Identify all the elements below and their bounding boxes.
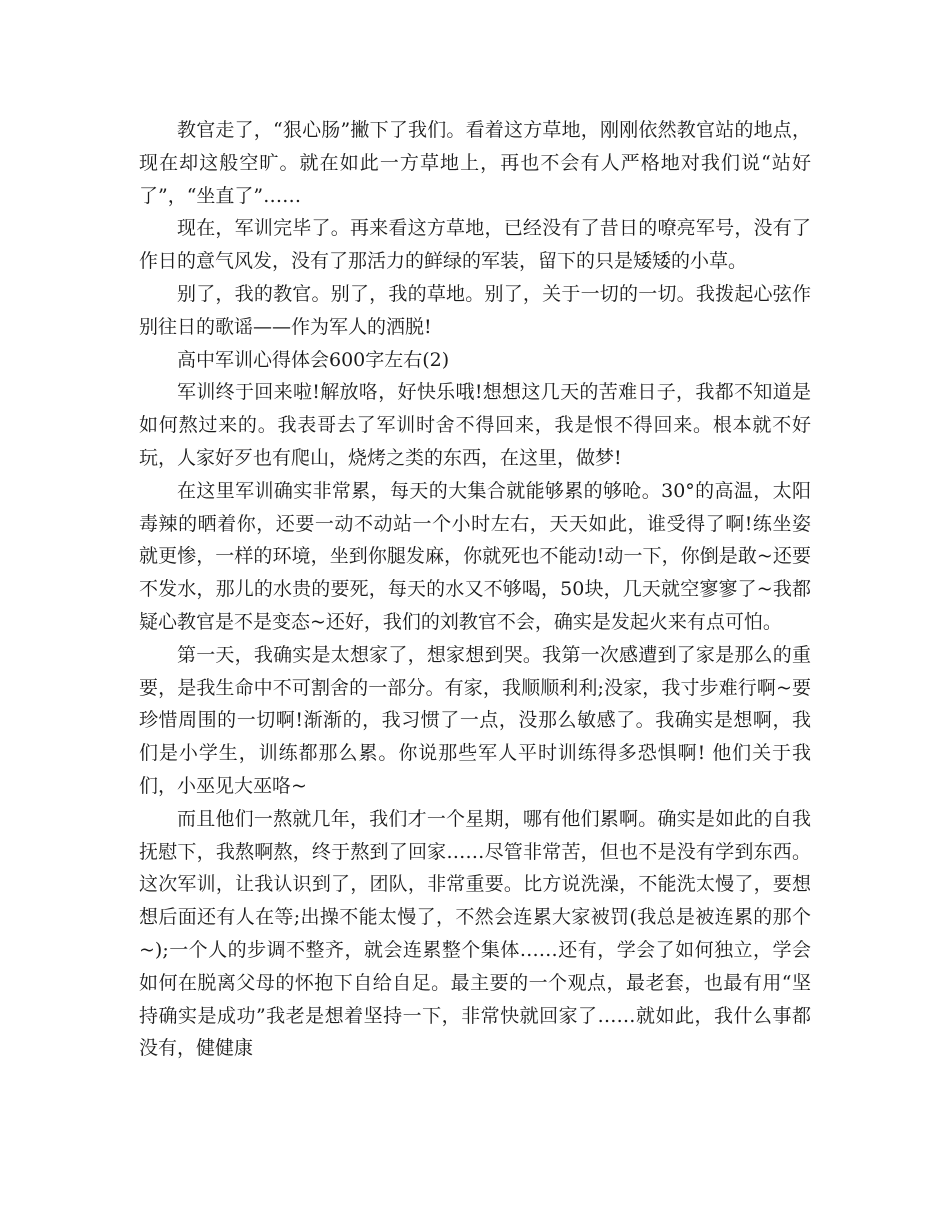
paragraph-7: 而且他们一熬就几年，我们才一个星期，哪有他们累啊。确实是如此的自我抚慰下，我熬啊熬，终于熬到了回家……尽管非常苦，但也不是没有学到东西。这次军训，让我认识到了，团队，非常重要。比方说洗澡，不能洗太慢了，要想想后面还有人在等;出操不能太慢了，不然会连累大家被罚(我总是被连累的那个~);一个人的步调不整齐，就会连累整个集体……还有，学会了如何独立，学会如何在脱离父母的怀抱下自给自足。最主要的一个观点，最老套，也最有用“坚持确实是成功”我老是想着坚持一下，非常快就回家了……就如此，我什么事都没有，健健康: [139, 807, 811, 1060]
paragraph-3: 别了，我的教官。别了，我的草地。别了，关于一切的一切。我拨起心弦作别往日的歌谣——作为军人的洒脱!: [139, 282, 811, 338]
paragraph-6: 第一天，我确实是太想家了，想家想到哭。我第一次感遭到了家是那么的重要，是我生命中不可割舍的一部分。有家，我顺顺利利;没家，我寸步难行啊~要珍惜周围的一切啊!渐渐的，我习惯了一点，没那么敏感了。我确实是想啊，我们是小学生，训练都那么累。你说那些军人平时训练得多恐惧啊! 他们关于我们，小巫见大巫咯~: [139, 643, 811, 797]
section-heading: 高中军训心得体会600字左右(2): [177, 348, 450, 371]
document-body: [139, 114, 811, 1065]
paragraph-2: 现在，军训完毕了。再来看这方草地，已经没有了昔日的嘹亮军号，没有了作日的意气风发，没有了那活力的鲜绿的军装，留下的只是矮矮的小草。: [139, 217, 811, 273]
paragraph-5: 在这里军训确实非常累，每天的大集合就能够累的够呛。30°的高温，太阳毒辣的晒着你，还要一动不动站一个小时左右，天天如此，谁受得了啊!练坐姿就更惨，一样的环境，坐到你腿发麻，你就死也不能动!动一下，你倒是敢~还要不发水，那儿的水贵的要死，每天的水又不够喝，50块，几天就空寥寥了~我都疑心教官是不是变态~还好，我们的刘教官不会，确实是发起火来有点可怕。: [139, 479, 811, 633]
paragraph-1: 教官走了，“狠心肠”撇下了我们。看着这方草地，刚刚依然教官站的地点，现在却这般空旷。就在如此一方草地上，再也不会有人严格地对我们说“站好了”，“坐直了”……: [139, 119, 811, 207]
paragraph-4: 军训终于回来啦!解放咯，好快乐哦!想想这几天的苦难日子，我都不知道是如何熬过来的。我表哥去了军训时舍不得回来，我是恨不得回来。根本就不好玩，人家好歹也有爬山，烧烤之类的东西，在这里，做梦!: [139, 381, 811, 469]
